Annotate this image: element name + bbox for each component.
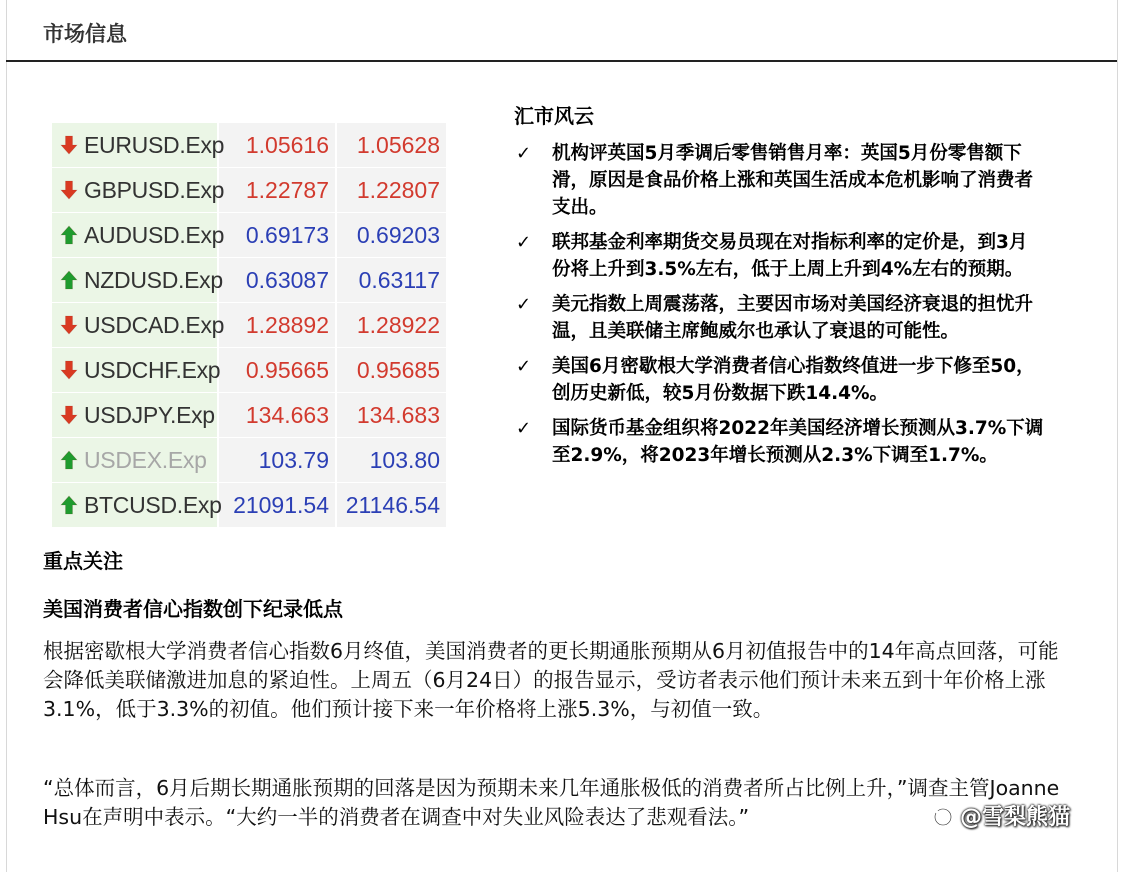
quote-bid: 0.95665	[218, 348, 336, 393]
arrow-up-icon	[60, 450, 78, 470]
quote-ask: 21146.54	[336, 483, 446, 528]
arrow-down-icon	[60, 135, 78, 155]
quote-bid: 0.63087	[218, 258, 336, 303]
watermark-text: @雪梨熊猫	[960, 805, 1071, 830]
quote-symbol: GBPUSD.Exp	[84, 176, 225, 203]
news-item	[514, 291, 1044, 345]
quote-row	[52, 348, 446, 393]
news-item	[514, 353, 1044, 407]
quote-row	[52, 213, 446, 258]
quote-symbol-cell	[52, 168, 225, 213]
title-divider	[6, 60, 1117, 62]
quote-bid: 134.663	[218, 393, 336, 438]
news-item-text: 美元指数上周震荡落，主要因市场对美国经济衰退的担忧升温，且美联储主席鲍威尔也承认了衰退的可能性。	[552, 294, 1034, 342]
quote-ask: 1.22807	[336, 168, 446, 213]
quote-symbol: EURUSD.Exp	[84, 131, 225, 158]
quote-symbol-cell	[52, 123, 225, 168]
news-item	[514, 140, 1044, 221]
quote-symbol-cell	[52, 213, 225, 258]
quote-row	[52, 438, 446, 483]
quote-row	[52, 393, 446, 438]
quote-ask: 0.95685	[336, 348, 446, 393]
news-item-text: 美国6月密歇根大学消费者信心指数终值进一步下修至50，创历史新低，较5月份数据下跌14.4%。	[552, 356, 1035, 404]
quote-symbol-cell	[52, 438, 218, 483]
news-item	[514, 415, 1044, 469]
quote-bid: 0.69173	[218, 213, 336, 258]
quote-ask: 0.69203	[336, 213, 446, 258]
quote-symbol: USDCHF.Exp	[84, 356, 221, 383]
quote-symbol: AUDUSD.Exp	[84, 221, 225, 248]
check-icon: ✓	[516, 294, 532, 315]
arrow-down-icon	[60, 180, 78, 200]
quote-bid: 1.28892	[218, 303, 336, 348]
quote-row	[52, 258, 446, 303]
quote-symbol-cell	[52, 483, 222, 528]
quote-row	[52, 168, 446, 213]
watermark	[930, 800, 1070, 831]
quote-symbol-cell	[52, 258, 223, 303]
quote-symbol-cell	[52, 393, 218, 438]
arrow-up-icon	[60, 225, 78, 245]
article-paragraph-1: 根据密歇根大学消费者信心指数6月终值，美国消费者的更长期通胀预期从6月初值报告中的14年高点回落，可能会降低美联储激进加息的紧迫性。上周五（6月24日）的报告显示，受访者表示他们预计未来五到十年价格上涨3.1%，低于3.3%的初值。他们预计接下来一年价格将上涨5.3%，与初值一致。	[43, 639, 1059, 721]
arrow-up-icon	[60, 270, 78, 290]
quote-ask: 0.63117	[336, 258, 446, 303]
news-item	[514, 229, 1044, 283]
quote-bid: 1.05616	[218, 123, 336, 168]
panda-logo-icon	[930, 805, 956, 827]
check-icon: ✓	[516, 143, 532, 164]
arrow-down-icon	[60, 405, 78, 425]
check-icon: ✓	[516, 418, 532, 439]
news-item-text: 联邦基金利率期货交易员现在对指标利率的定价是，到3月份将上升到3.5%左右，低于上周上升到4%左右的预期。	[552, 232, 1028, 280]
page-title: 市场信息	[43, 22, 127, 46]
check-icon: ✓	[516, 232, 532, 253]
article-title: 美国消费者信心指数创下纪录低点	[43, 597, 343, 621]
quote-symbol: BTCUSD.Exp	[84, 491, 222, 518]
news-item-text: 国际货币基金组织将2022年美国经济增长预测从3.7%下调至2.9%，将2023年增长预测从2.3%下调至1.7%。	[552, 418, 1044, 466]
quote-table	[52, 123, 446, 528]
quote-symbol: USDJPY.Exp	[84, 401, 215, 428]
news-item-text: 机构评英国5月季调后零售销售月率：英国5月份零售额下滑，原因是食品价格上涨和英国生活成本危机影响了消费者支出。	[552, 143, 1034, 218]
arrow-down-icon	[60, 315, 78, 335]
quote-symbol: USDEX.Exp	[84, 446, 207, 473]
quote-ask: 1.05628	[336, 123, 446, 168]
quote-row	[52, 123, 446, 168]
news-section-title: 汇市风云	[514, 104, 594, 128]
quote-symbol: NZDUSD.Exp	[84, 266, 223, 293]
quote-ask: 1.28922	[336, 303, 446, 348]
quote-symbol: USDCAD.Exp	[84, 311, 225, 338]
quote-symbol-cell	[52, 303, 225, 348]
arrow-up-icon	[60, 495, 78, 515]
quote-bid: 1.22787	[218, 168, 336, 213]
quote-bid: 103.79	[218, 438, 336, 483]
quote-row	[52, 303, 446, 348]
quote-symbol-cell	[52, 348, 221, 393]
news-list	[514, 140, 1044, 477]
quote-row	[52, 483, 446, 528]
check-icon: ✓	[516, 356, 532, 377]
quote-ask: 134.683	[336, 393, 446, 438]
arrow-down-icon	[60, 360, 78, 380]
quote-bid: 21091.54	[218, 483, 336, 528]
article-paragraph-2: “总体而言，6月后期长期通胀预期的回落是因为预期未来几年通胀极低的消费者所占比例上升，”调查主管Joanne Hsu在声明中表示。“大约一半的消费者在调查中对失业风险表达了悲观看法。”	[43, 776, 1060, 829]
quote-ask: 103.80	[336, 438, 446, 483]
focus-section-title: 重点关注	[43, 549, 123, 573]
